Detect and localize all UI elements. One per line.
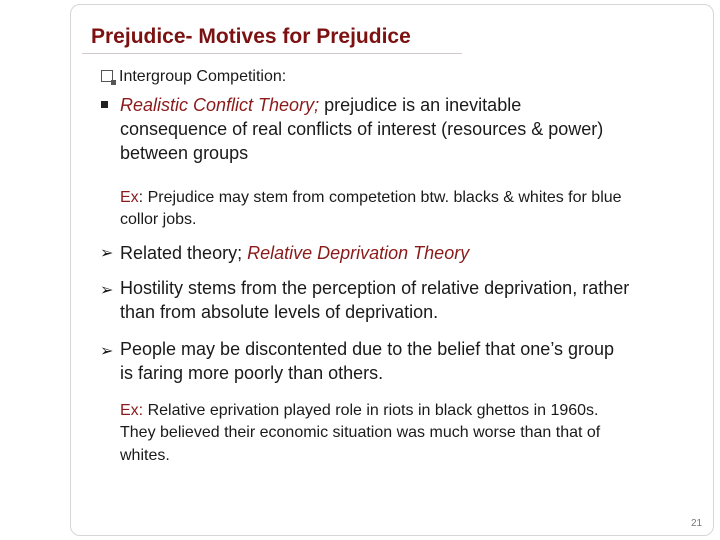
hostility-item [120,277,700,325]
page-number: 21 [691,518,703,529]
realistic-conflict-item [120,94,700,165]
arrow-bullet-icon: ➢ [100,343,114,360]
example-2-line-1: Relative eprivation played role in riots in black ghettos in 1960s. [147,402,599,419]
realistic-line-3: between groups [120,142,249,163]
arrow-bullet-icon: ➢ [100,245,114,262]
example-1-line-2: collor jobs. [120,211,197,229]
example-1-line-1: : Prejudice may stem from competetion btw. blacks & whites for blue [138,189,622,206]
discontent-item [120,338,700,386]
heading-text: Intergroup Competition: [119,68,287,85]
checkbox-bullet-icon [101,70,113,82]
realistic-conflict-term: Realistic Conflict Theory; [120,95,320,115]
example-2-line-2: They believed their economic situation was much worse than that of [120,424,601,442]
realistic-line-1: prejudice is an inevitable [324,95,522,115]
discontent-line-1: People may be discontented due to the belief that one’s group [120,339,615,359]
hostility-line-1: Hostility stems from the perception of relative deprivation, rather [120,278,630,298]
example-1 [120,187,700,232]
related-theory-text: Related theory; [120,243,243,263]
hostility-line-2: than from absolute levels of deprivation. [120,301,439,322]
example-2-line-3: whites. [120,446,170,464]
arrow-bullet-icon: ➢ [100,282,114,299]
realistic-line-2: consequence of real conflicts of interest (resources & power) [120,118,604,139]
title-underline [82,53,462,54]
example-1-prefix: Ex [120,189,139,206]
discontent-line-2: is faring more poorly than others. [120,362,384,383]
slide-title: Prejudice- Motives for Prejudice [91,25,411,48]
example-2 [120,400,700,467]
example-2-prefix: Ex: [120,402,144,419]
section-heading [119,66,286,88]
square-bullet-icon [101,101,108,108]
related-theory-term: Relative Deprivation Theory [247,243,470,263]
related-theory-item [120,242,469,266]
